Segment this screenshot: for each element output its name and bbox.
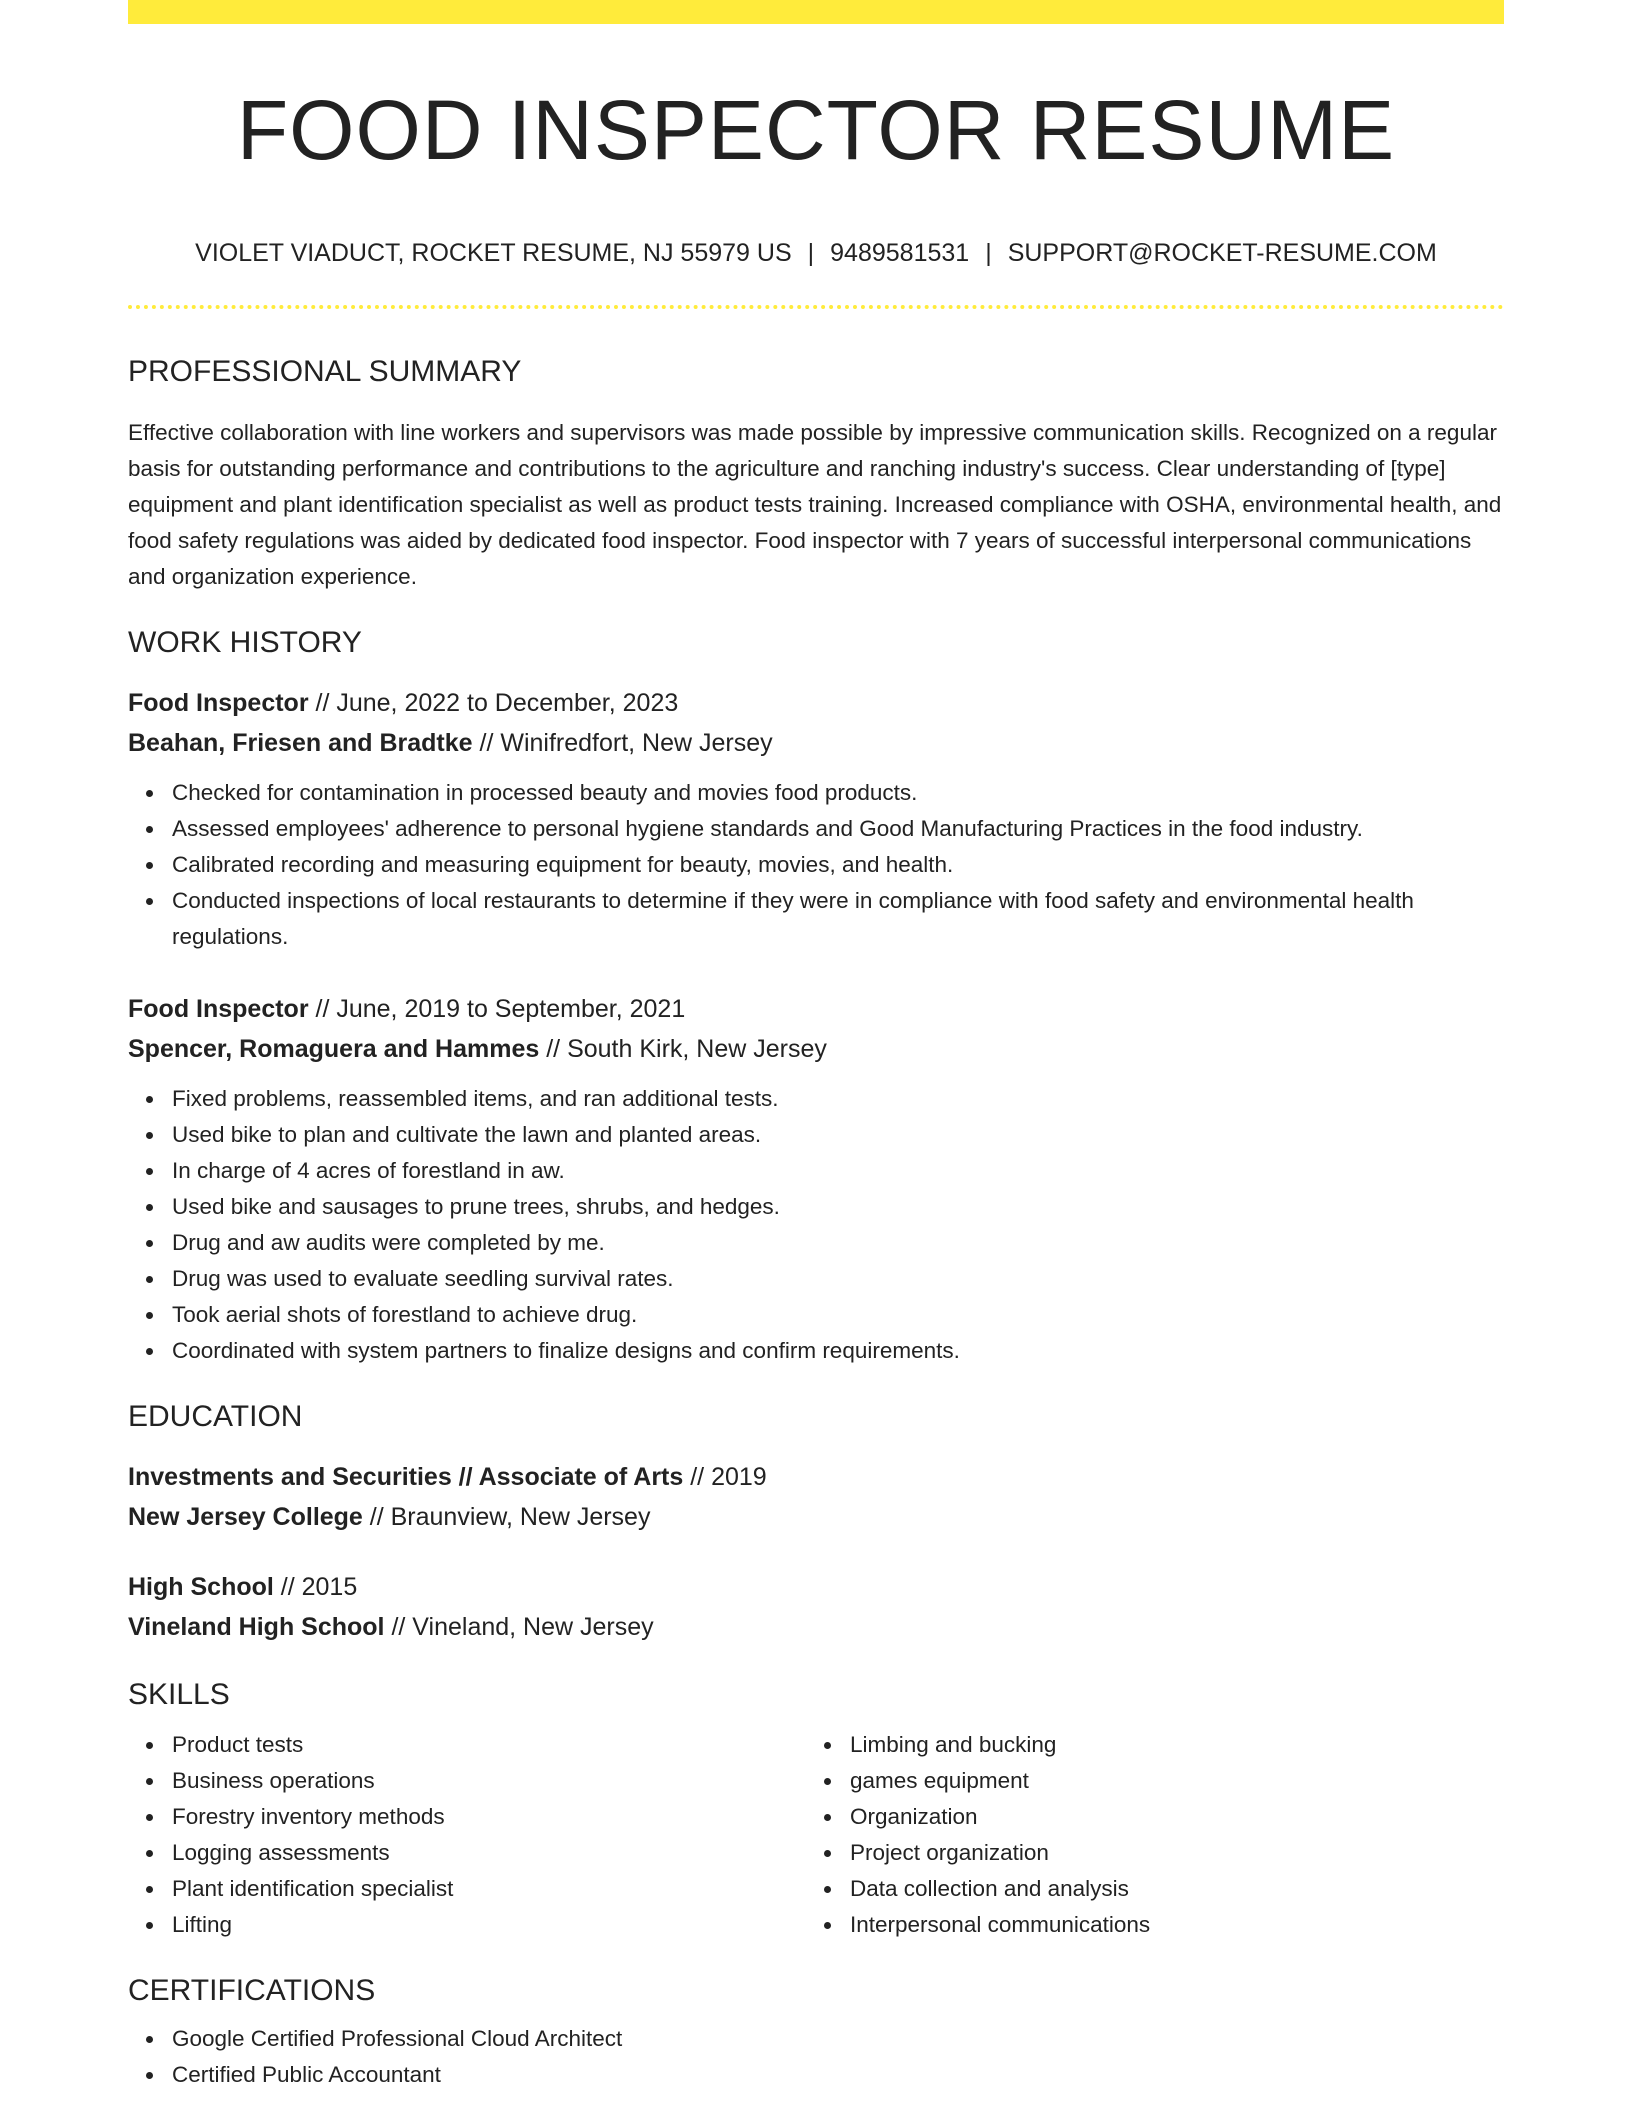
contact-email: SUPPORT@ROCKET-RESUME.COM — [1007, 239, 1437, 268]
list-item: Drug and aw audits were completed by me. — [172, 1225, 1504, 1261]
skills-grid — [128, 1727, 1504, 1943]
certifications-list — [128, 2021, 1504, 2093]
skill-item: Interpersonal communications — [850, 1907, 1550, 1943]
list-item: Calibrated recording and measuring equipment for beauty, movies, and health. — [172, 847, 1504, 883]
list-item: Drug was used to evaluate seedling survival rates. — [172, 1261, 1504, 1297]
skill-item: Project organization — [850, 1835, 1550, 1871]
section-heading-work-history: WORK HISTORY — [128, 626, 362, 660]
job-duties-list — [128, 775, 1504, 955]
job-dates: // June, 2022 to December, 2023 — [308, 689, 679, 718]
job-dates: // June, 2019 to September, 2021 — [308, 995, 686, 1024]
contact-phone: 9489581531 — [830, 239, 970, 268]
section-heading-summary: PROFESSIONAL SUMMARY — [128, 355, 522, 389]
education-year: // 2019 — [683, 1463, 767, 1492]
list-item: Fixed problems, reassembled items, and ran additional tests. — [172, 1081, 1504, 1117]
education-entry — [128, 1457, 1504, 1537]
resume-title: FOOD INSPECTOR RESUME — [236, 83, 1396, 177]
skill-item: Business operations — [172, 1763, 806, 1799]
skills-list-left — [128, 1727, 806, 1943]
skill-item: Lifting — [172, 1907, 806, 1943]
contact-separator: | — [985, 239, 992, 268]
job-title-line — [128, 989, 1504, 1029]
skill-item: games equipment — [850, 1763, 1550, 1799]
top-accent-bar — [128, 0, 1504, 24]
skills-list-right — [806, 1727, 1550, 1943]
skill-item: Product tests — [172, 1727, 806, 1763]
summary-text: Effective collaboration with line workers and supervisors was made possible by impressive communication skills. Recognized on a regular basis for outstanding performance and contributions to the agriculture and ranching industry's success. Clear understanding of [type] equipment and plant identification specialist as well as product tests training. Increased compliance with OSHA, environmental health, and food safety regulations was aided by dedicated food inspector. Food inspector with 7 years of successful interpersonal communications and organization experience. — [128, 420, 1502, 590]
skill-item: Forestry inventory methods — [172, 1799, 806, 1835]
job-company-line — [128, 1029, 1504, 1069]
section-heading-certifications: CERTIFICATIONS — [128, 1974, 376, 2008]
contact-address: VIOLET VIADUCT, ROCKET RESUME, NJ 55979 US — [195, 239, 792, 268]
job-location: // Winifredfort, New Jersey — [472, 729, 773, 758]
education-school-line — [128, 1497, 1504, 1537]
education-degree: High School — [128, 1573, 274, 1602]
job-duties-list — [128, 1081, 1504, 1369]
education-school: Vineland High School — [128, 1613, 385, 1642]
education-location: // Vineland, New Jersey — [384, 1613, 654, 1642]
education-degree-line — [128, 1457, 1504, 1497]
dotted-divider — [128, 305, 1504, 309]
education-location: // Braunview, New Jersey — [362, 1503, 651, 1532]
list-item: Used bike to plan and cultivate the lawn and planted areas. — [172, 1117, 1504, 1153]
job-company: Spencer, Romaguera and Hammes — [128, 1035, 540, 1064]
list-item: Conducted inspections of local restaurants to determine if they were in compliance with food safety and environmental health regulations. — [172, 883, 1504, 955]
skill-item: Logging assessments — [172, 1835, 806, 1871]
list-item: Coordinated with system partners to finalize designs and confirm requirements. — [172, 1333, 1504, 1369]
education-school: New Jersey College — [128, 1503, 363, 1532]
list-item: Checked for contamination in processed beauty and movies food products. — [172, 775, 1504, 811]
education-degree-line — [128, 1567, 1504, 1607]
education-entry — [128, 1567, 1504, 1647]
contact-line — [128, 238, 1504, 268]
job-title: Food Inspector — [128, 689, 309, 718]
skill-item: Data collection and analysis — [850, 1871, 1550, 1907]
education-degree: Investments and Securities // Associate of Arts — [128, 1463, 684, 1492]
list-item: Assessed employees' adherence to personal hygiene standards and Good Manufacturing Practices in the food industry. — [172, 811, 1504, 847]
list-item: Took aerial shots of forestland to achieve drug. — [172, 1297, 1504, 1333]
list-item: In charge of 4 acres of forestland in aw. — [172, 1153, 1504, 1189]
section-heading-skills: SKILLS — [128, 1678, 230, 1712]
job-location: // South Kirk, New Jersey — [539, 1035, 827, 1064]
job-entry — [128, 683, 1504, 955]
skill-item: Plant identification specialist — [172, 1871, 806, 1907]
job-title-line — [128, 683, 1504, 723]
job-entry — [128, 989, 1504, 1369]
job-title: Food Inspector — [128, 995, 309, 1024]
education-school-line — [128, 1607, 1504, 1647]
certification-item: Certified Public Accountant — [172, 2057, 1504, 2093]
education-year: // 2015 — [273, 1573, 358, 1602]
certification-item: Google Certified Professional Cloud Architect — [172, 2021, 1504, 2057]
list-item: Used bike and sausages to prune trees, shrubs, and hedges. — [172, 1189, 1504, 1225]
skill-item: Limbing and bucking — [850, 1727, 1550, 1763]
section-heading-education: EDUCATION — [128, 1400, 303, 1434]
contact-separator: | — [807, 239, 815, 268]
skill-item: Organization — [850, 1799, 1550, 1835]
resume-page — [128, 0, 1504, 2093]
job-company: Beahan, Friesen and Bradtke — [128, 729, 473, 758]
job-company-line — [128, 723, 1504, 763]
